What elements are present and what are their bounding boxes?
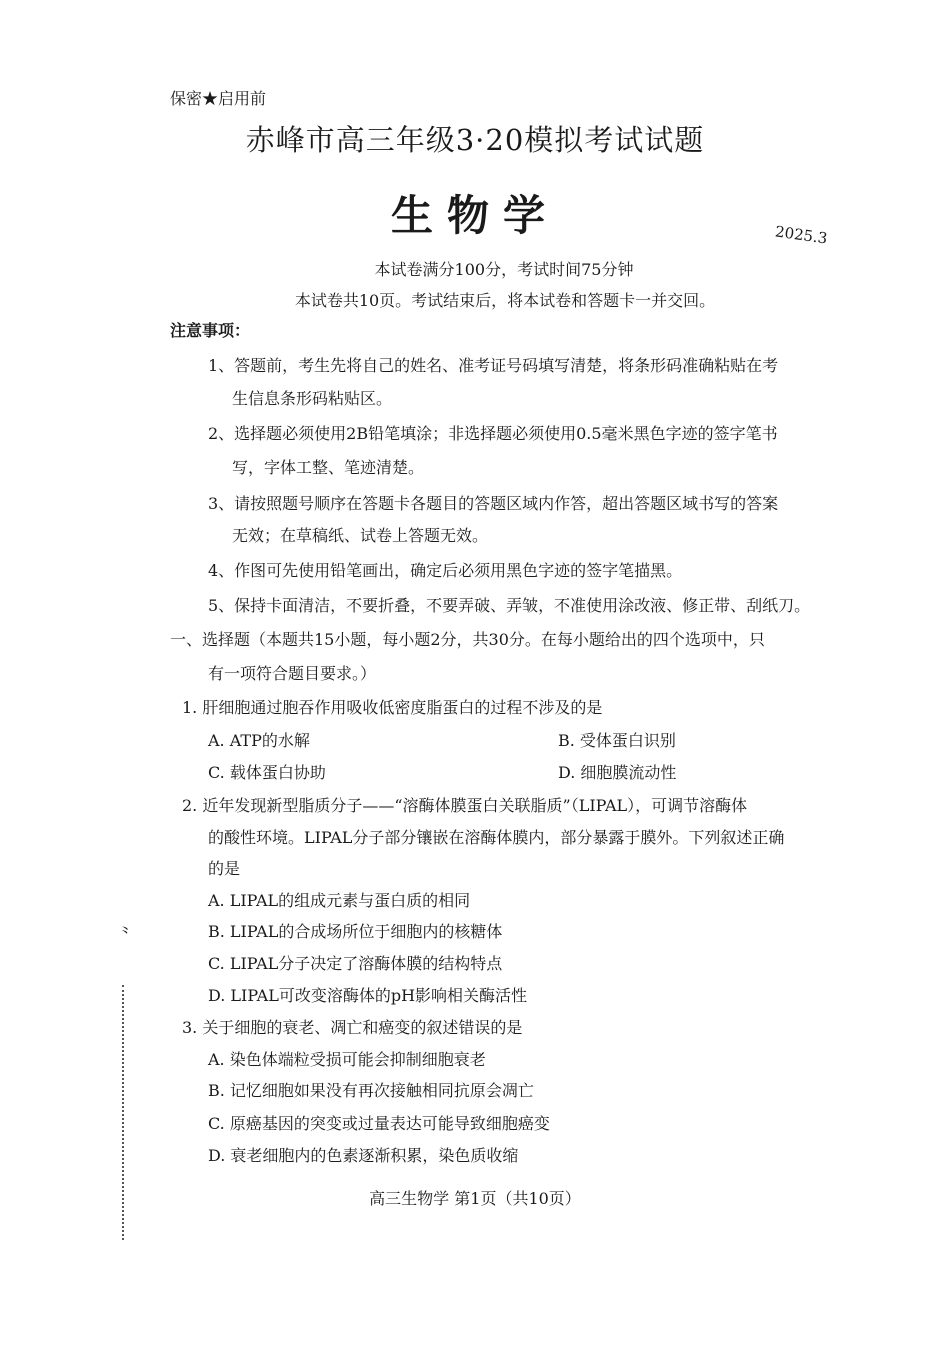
question-2-option-b: B. LIPAL的合成场所位于细胞内的核糖体 (208, 922, 503, 941)
question-3-option-a: A. 染色体端粒受损可能会抑制细胞衰老 (208, 1050, 486, 1069)
question-2-option-a: A. LIPAL的组成元素与蛋白质的相同 (208, 891, 471, 910)
notice-line-2: 2、选择题必须使用2B铅笔填涂；非选择题必须使用0.5毫米黑色字迹的签字笔书 (208, 424, 778, 443)
notice-line-2-cont: 写，字体工整、笔迹清楚。 (232, 458, 425, 477)
question-3-option-b: B. 记忆细胞如果没有再次接触相同抗原会凋亡 (208, 1081, 534, 1100)
binding-margin-mark: ⺀ (118, 924, 134, 942)
question-2-stem-line-2: 的酸性环境。LIPAL分子部分镶嵌在溶酶体膜内，部分暴露于膜外。下列叙述正确 (208, 828, 785, 847)
subject-title: 生物学 (390, 191, 559, 240)
exam-info-line-2: 本试卷共10页。考试结束后，将本试卷和答题卡一并交回。 (294, 291, 716, 310)
question-1-option-d: D. 细胞膜流动性 (558, 763, 677, 782)
notice-title: 注意事项： (170, 321, 251, 340)
notice-line-1-cont: 生信息条形码粘贴区。 (232, 389, 393, 408)
exam-title: 赤峰市高三年级3·20模拟考试试题 (245, 123, 705, 157)
notice-line-1: 1、答题前，考生先将自己的姓名、准考证号码填写清楚，将条形码准确粘贴在考 (208, 356, 779, 375)
question-1-option-b: B. 受体蛋白识别 (558, 731, 676, 750)
question-2-option-d: D. LIPAL可改变溶酶体的pH影响相关酶活性 (208, 986, 528, 1005)
question-1-stem: 1. 肝细胞通过胞吞作用吸收低密度脂蛋白的过程不涉及的是 (182, 698, 603, 717)
section-heading-cont: 有一项符合题目要求。） (208, 664, 377, 683)
section-heading: 一、选择题（本题共15小题，每小题2分，共30分。在每小题给出的四个选项中，只 (170, 630, 765, 649)
question-3-stem: 3. 关于细胞的衰老、凋亡和癌变的叙述错误的是 (182, 1018, 523, 1037)
question-2-option-c: C. LIPAL分子决定了溶酶体膜的结构特点 (208, 954, 503, 973)
question-2-stem-line-1: 2. 近年发现新型脂质分子——“溶酶体膜蛋白关联脂质”（LIPAL），可调节溶酶体 (182, 796, 748, 815)
question-1-option-a: A. ATP的水解 (208, 731, 310, 750)
question-3-option-c: C. 原癌基因的突变或过量表达可能导致细胞癌变 (208, 1114, 550, 1133)
date-stamp: 2025.3 (774, 222, 829, 248)
notice-line-3: 3、请按照题号顺序在答题卡各题目的答题区域内作答，超出答题区域书写的答案 (208, 494, 779, 513)
exam-info-line-1: 本试卷满分100分，考试时间75分钟 (374, 260, 634, 279)
notice-line-3-cont: 无效；在草稿纸、试卷上答题无效。 (232, 526, 489, 545)
notice-line-5: 5、保持卡面清洁，不要折叠，不要弄破、弄皱，不准使用涂改液、修正带、刮纸刀。 (208, 596, 811, 615)
page-footer: 高三生物学 第1页（共10页） (369, 1189, 581, 1208)
question-1-option-c: C. 载体蛋白协助 (208, 763, 326, 782)
question-3-option-d: D. 衰老细胞内的色素逐渐积累，染色质收缩 (208, 1146, 519, 1165)
question-2-stem-line-3: 的是 (208, 859, 241, 878)
confidential-label: 保密★启用前 (170, 89, 267, 108)
notice-line-4: 4、作图可先使用铅笔画出，确定后必须用黑色字迹的签字笔描黑。 (208, 561, 683, 580)
